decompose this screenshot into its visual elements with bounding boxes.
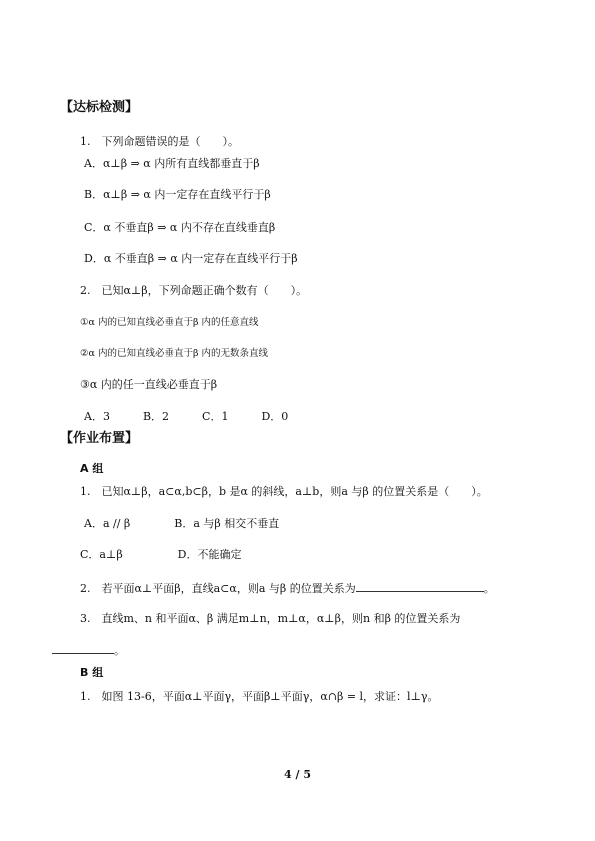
a2-answer-blank[interactable] — [356, 580, 484, 592]
q2-stem: 2. 已知α⊥β，下列命题正确个数有（ ）。 — [80, 284, 308, 297]
q2-statement-2: ②α 内的已知直线必垂直于β 内的无数条直线 — [80, 348, 268, 359]
q2-choices: A．3 B．2 C．1 D．0 — [84, 410, 289, 423]
group-b-label: B 组 — [80, 666, 104, 679]
a1-options-ab: A．a // β B．a 与β 相交不垂直 — [84, 517, 280, 530]
q2-statement-3: ③α 内的任一直线必垂直于β — [80, 378, 218, 391]
q1-option-b: B．α⊥β ⇒ α 内一定存在直线平行于β — [84, 188, 271, 201]
a1-options-cd: C．a⊥β D．不能确定 — [80, 548, 242, 561]
a3-text: 3. 直线m、n 和平面α、β 满足m⊥n，m⊥α，α⊥β，则n 和β 的位置关系为 — [80, 612, 461, 625]
page-number: 4 / 5 — [284, 768, 311, 781]
group-a-label: A 组 — [80, 462, 104, 475]
a3-end: 。 — [114, 644, 125, 657]
q1-option-d: D．α 不垂直β ⇒ α 内一定存在直线平行于β — [84, 252, 298, 265]
a2-text: 2. 若平面α⊥平面β，直线a⊂α，则a 与β 的位置关系为 — [80, 582, 356, 595]
q1-option-a: A．α⊥β ⇒ α 内所有直线都垂直于β — [84, 157, 260, 170]
a2-end: 。 — [483, 582, 495, 595]
a1-stem: 1. 已知α⊥β，a⊂α,b⊂β，b 是α 的斜线，a⊥b，则a 与β 的位置关系是（ ）。 — [80, 485, 488, 498]
a3-answer-line — [52, 642, 125, 658]
q1-option-c: C．α 不垂直β ⇒ α 内不存在直线垂直β — [84, 221, 276, 234]
q2-statement-1: ①α 内的已知直线必垂直于β 内的任意直线 — [80, 317, 259, 328]
q1-stem: 1. 下列命题错误的是（ ）。 — [80, 135, 239, 148]
b1-question: 1. 如图 13-6，平面α⊥平面γ，平面β⊥平面γ，α∩β = l，求证：l⊥γ。 — [80, 690, 439, 703]
section-title-practice: 【达标检测】 — [60, 100, 139, 115]
a3-answer-blank[interactable] — [52, 642, 114, 654]
a2-question — [80, 580, 495, 596]
section-title-homework: 【作业布置】 — [60, 431, 139, 446]
